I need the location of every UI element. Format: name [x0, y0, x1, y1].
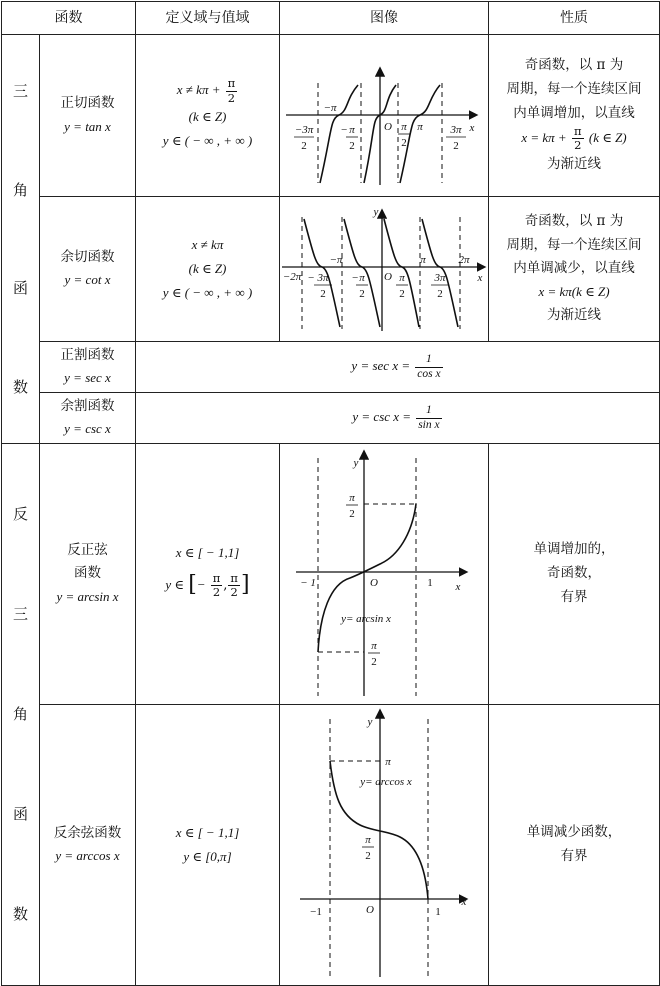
arcsin-graph: [280, 444, 489, 697]
svg-text:π: π: [359, 271, 365, 284]
arccos-formula: y = arccos x: [55, 848, 120, 864]
tan-prop-line: 奇函数，以 π 为: [524, 57, 624, 74]
svg-text:2: 2: [359, 287, 365, 300]
sec-name-cell: [40, 342, 136, 393]
cot-graph-cell: [280, 196, 489, 342]
svg-text:O: O: [384, 121, 392, 133]
inverse-category-char: 数: [12, 905, 28, 924]
arccos-graph-cell: [280, 704, 489, 986]
cot-prop-line: 奇函数，以 π 为: [524, 213, 624, 230]
tan-formula: y = tan x: [64, 118, 111, 134]
svg-text:2π: 2π: [458, 253, 470, 266]
arccos-properties-cell: [489, 704, 660, 986]
sec-definition: y = sec x =: [351, 358, 411, 374]
svg-text:3π: 3π: [450, 124, 462, 136]
csc-row: [2, 393, 660, 444]
svg-text:x: x: [461, 895, 467, 908]
svg-text:π: π: [420, 253, 426, 266]
csc-name: 余割函数: [60, 397, 115, 414]
svg-text:π: π: [399, 271, 405, 284]
arcsin-formula: y = arcsin x: [56, 589, 119, 604]
cot-formula: y = cot x: [64, 272, 111, 288]
arccos-domain: x ∈ [ − 1,1]: [175, 824, 240, 840]
trig-category-char: 函: [12, 279, 28, 297]
svg-text:−2π: −2π: [282, 270, 302, 283]
tan-domain-k: (k ∈ Z): [188, 108, 227, 124]
svg-text:−: −: [307, 271, 315, 284]
inverse-category-cell: [2, 444, 40, 986]
arccos-name-cell: [40, 704, 136, 986]
cot-domain-cell: [136, 196, 280, 342]
arccos-axis-labels: [310, 716, 466, 918]
arcsin-axis-labels: [300, 457, 460, 668]
svg-text:2: 2: [371, 656, 377, 668]
inverse-category-char: 三: [12, 605, 28, 624]
arccos-name: 反余弦函数: [53, 824, 122, 841]
svg-text:π: π: [365, 833, 371, 846]
pi-over-two-fraction: $\frac{\pi}{2}$: [574, 124, 582, 153]
header-properties: 性质: [489, 2, 660, 35]
sec-formula: y = sec x: [64, 370, 111, 386]
svg-text:2: 2: [453, 140, 459, 152]
csc-definition: y = csc x =: [352, 409, 412, 425]
svg-text:π: π: [401, 121, 407, 133]
cot-prop-line: 周期，每一个连续区间: [506, 236, 642, 253]
arcsin-properties-cell: [489, 444, 660, 705]
arcsin-name-cell: [40, 444, 136, 705]
svg-text:π: π: [417, 121, 423, 133]
cot-row: [2, 196, 660, 342]
trig-category-char: 三: [12, 82, 28, 100]
tan-prop-line: 内单调增加，以直线: [513, 104, 635, 121]
cot-domain-line: x ≠ kπ: [191, 236, 224, 252]
arcsin-name: 反正弦: [67, 541, 108, 558]
inverse-category-char: 反: [12, 505, 28, 524]
svg-text:1: 1: [435, 905, 441, 918]
arccos-domain-cell: [136, 704, 280, 986]
arccos-prop-line: 有界: [560, 847, 588, 864]
svg-text:−π: −π: [323, 102, 337, 114]
cot-name: 余切函数: [60, 248, 115, 265]
csc-definition-cell: [136, 393, 660, 444]
svg-text:2: 2: [365, 849, 371, 862]
svg-text:O: O: [366, 903, 374, 916]
cot-prop-line: 为渐近线: [547, 306, 601, 323]
sec-fraction: $\frac{1}{\text{cos x}}$: [417, 353, 441, 380]
svg-text:3π: 3π: [317, 271, 329, 284]
svg-text:π: π: [349, 124, 355, 136]
pi-over-two-fraction: $\frac{\pi}{2}$: [230, 571, 238, 600]
cot-domain-k: (k ∈ Z): [188, 260, 227, 276]
arccos-range: y ∈ [0,π]: [183, 848, 232, 864]
svg-text:y= arccos x: y= arccos x: [360, 775, 412, 788]
arcsin-prop-line: 奇函数，: [547, 564, 601, 581]
svg-text:y: y: [373, 205, 379, 218]
arcsin-prop-line: 有界: [560, 588, 588, 605]
arcsin-curve: [318, 504, 416, 652]
cot-range: y ∈ ( − ∞ , + ∞ ): [162, 284, 253, 300]
header-graph: 图像: [280, 2, 489, 35]
svg-text:−3π: −3π: [294, 124, 314, 136]
svg-text:−: −: [351, 271, 359, 284]
svg-text:−: −: [340, 124, 348, 136]
svg-text:π: π: [371, 640, 377, 652]
arccos-prop-line: 单调减少函数，: [526, 824, 622, 841]
svg-text:y= arcsin x: y= arcsin x: [341, 613, 391, 625]
svg-text:2: 2: [349, 508, 355, 520]
svg-text:π: π: [349, 492, 355, 504]
csc-formula: y = csc x: [64, 421, 111, 437]
tan-range: y ∈ ( − ∞ , + ∞ ): [162, 132, 253, 148]
svg-text:x: x: [455, 581, 461, 593]
csc-name-cell: [40, 393, 136, 444]
arcsin-domain-cell: x ∈ [ − 1,1] y ∈ [− $\frac{\pi}{2}$ , $\frac{\pi}{2}$ ]: [136, 444, 280, 705]
cot-prop-line: 内单调减少，以直线: [513, 260, 635, 277]
svg-text:2: 2: [349, 140, 355, 152]
inverse-category-char: 函: [12, 805, 28, 824]
function-table: [1, 1, 660, 986]
arcsin-domain: x ∈ [ − 1,1]: [175, 545, 240, 561]
svg-text:O: O: [370, 577, 378, 589]
tan-prop-line: 为渐近线: [547, 155, 601, 172]
pi-over-two-fraction: $\frac{\pi}{2}$: [212, 571, 221, 600]
svg-text:y: y: [353, 457, 359, 469]
sec-row: [2, 342, 660, 393]
svg-text:y: y: [367, 715, 373, 728]
svg-text:O: O: [384, 270, 392, 283]
svg-text:− 1: − 1: [300, 577, 316, 589]
arcsin-graph-cell: [280, 444, 489, 705]
svg-text:1: 1: [427, 577, 433, 589]
svg-text:x: x: [477, 271, 483, 284]
svg-text:π: π: [385, 755, 391, 768]
svg-text:−1: −1: [310, 905, 322, 918]
svg-text:2: 2: [399, 287, 405, 300]
cot-prop-asymptote: x = kπ(k ∈ Z): [538, 284, 610, 299]
header-function: 函数: [2, 2, 136, 35]
arcsin-row: [2, 444, 660, 705]
header-row: [2, 2, 660, 35]
trig-category-cell: [2, 35, 40, 444]
sec-name: 正割函数: [60, 346, 115, 363]
arcsin-prop-line: 单调增加的，: [533, 541, 615, 558]
guides: [318, 458, 416, 696]
arccos-row: [2, 704, 660, 986]
arcsin-range-prefix: y ∈: [165, 577, 185, 593]
svg-text:2: 2: [320, 287, 326, 300]
tan-name-cell: [40, 35, 136, 197]
tan-prop-line: 周期，每一个连续区间: [506, 80, 642, 97]
cot-name-cell: [40, 196, 136, 342]
csc-fraction: $\frac{1}{\text{sin x}}$: [418, 404, 440, 431]
svg-text:3π: 3π: [434, 271, 446, 284]
header-domain-range: 定义域与值域: [136, 2, 280, 35]
tan-prop-k: (k ∈ Z): [588, 130, 627, 146]
cot-graph: [280, 197, 489, 335]
pi-over-two-fraction: $\frac{\pi}{2}$: [227, 76, 236, 105]
tan-domain-cell: [136, 35, 280, 197]
svg-text:2: 2: [437, 287, 443, 300]
cot-properties-cell: [489, 196, 660, 342]
tan-name: 正切函数: [60, 95, 115, 112]
trig-category-char: 数: [12, 377, 28, 396]
trig-category-char: 角: [12, 180, 28, 199]
tan-prop-asymptote: x = kπ +: [521, 130, 567, 146]
tan-graph-cell: [280, 35, 489, 197]
svg-text:x: x: [469, 122, 475, 134]
tan-domain-line: x ≠ kπ +: [176, 82, 221, 98]
arcsin-name: 函数: [74, 565, 101, 582]
svg-text:2: 2: [401, 137, 407, 149]
tan-row: [2, 35, 660, 197]
tan-properties-cell: [489, 35, 660, 197]
tan-graph: [280, 35, 489, 189]
inverse-category-char: 角: [12, 705, 28, 724]
arccos-graph: [280, 705, 489, 979]
svg-text:−π: −π: [329, 253, 343, 266]
sec-definition-cell: [136, 342, 660, 393]
svg-text:2: 2: [301, 140, 307, 152]
